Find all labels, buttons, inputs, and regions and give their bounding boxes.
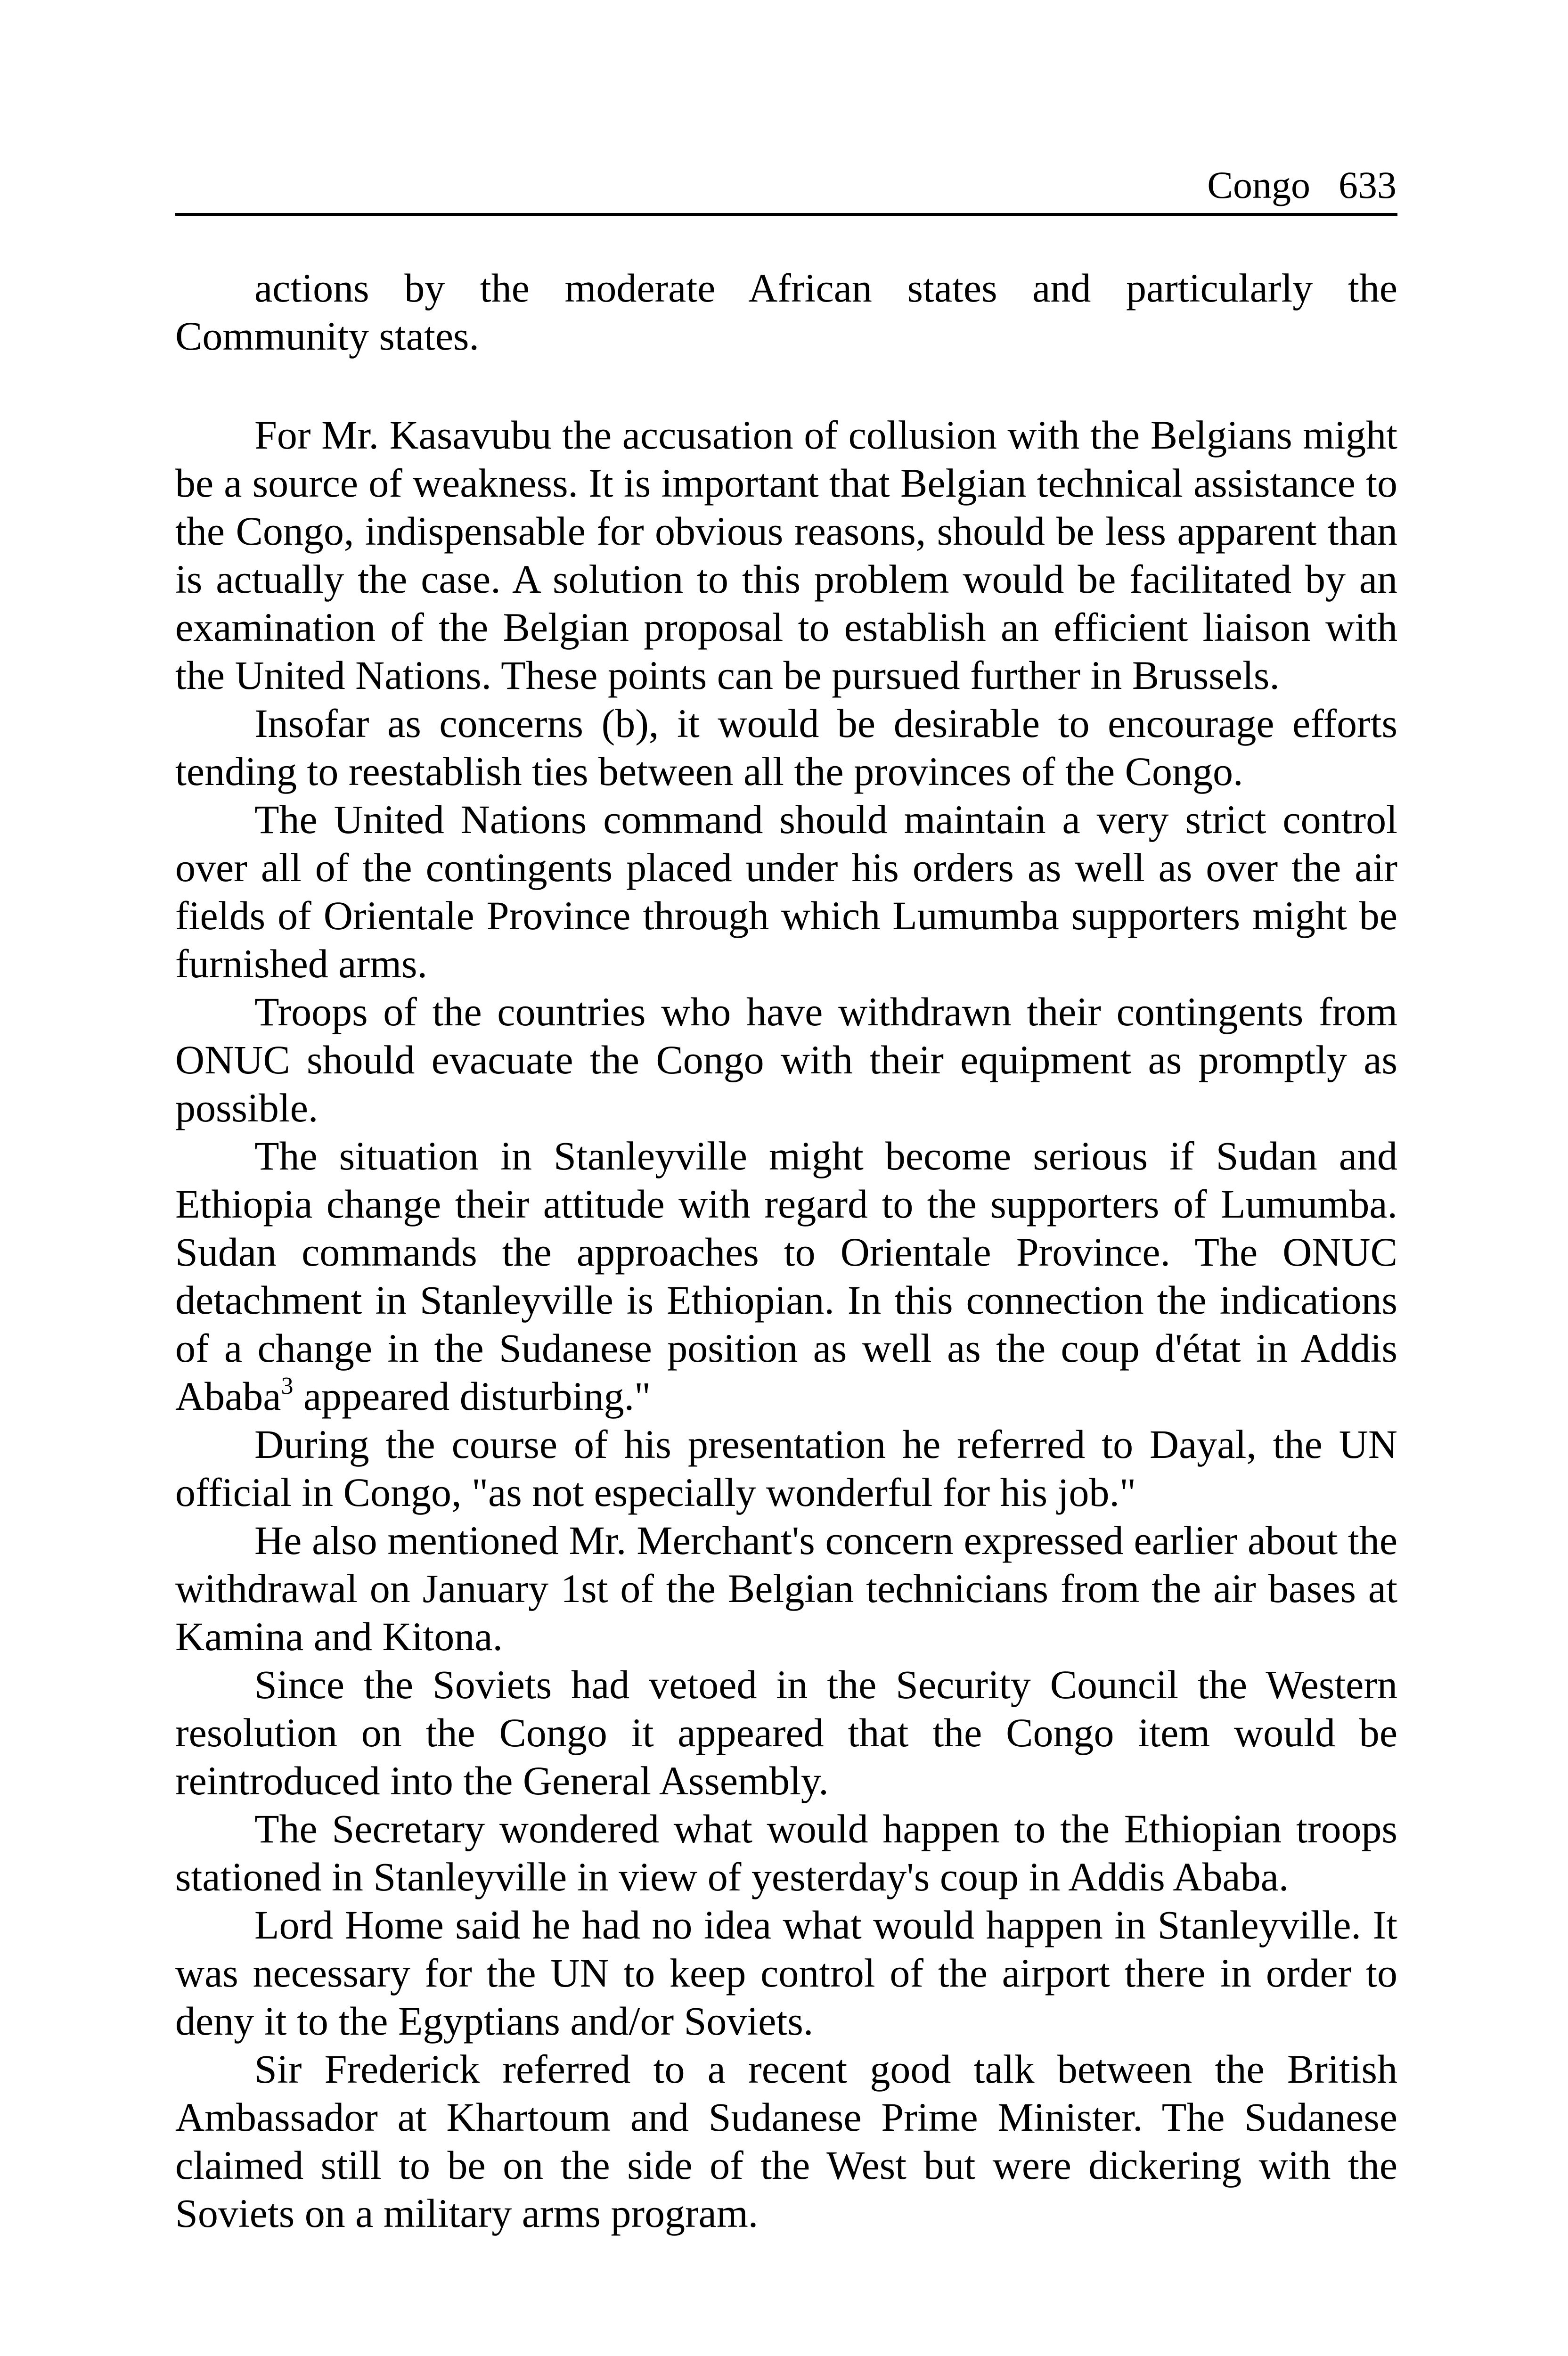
running-head-title: Congo — [1207, 164, 1310, 206]
paragraph-3: Insofar as concerns (b), it would be desirable to encourage efforts tending to reestablish ties between all the provinces of the Congo. — [175, 701, 1397, 794]
header-rule — [175, 213, 1397, 216]
paragraph-5: Troops of the countries who have withdrawn their contingents from ONUC should evacuate the Congo with their equipment as promptly as possible. — [175, 989, 1397, 1130]
running-head — [1207, 166, 1396, 205]
footnote-reference[interactable]: 3 — [281, 1373, 294, 1399]
paragraph-11: Lord Home said he had no idea what would happen in Stanleyville. It was necessary for the UN to keep control of the airport there in order to deny it to the Egyptians and/or Soviets. — [175, 1902, 1397, 2044]
paragraph-10: The Secretary wondered what would happen to the Ethiopian troops stationed in Stanleyville in view of yesterday's coup in Addis Ababa. — [175, 1806, 1397, 1899]
paragraph-7: During the course of his presentation he referred to Dayal, the UN official in Congo, "as not especially wonderful for his job." — [175, 1422, 1397, 1515]
paragraph-6-text-end: appeared disturbing." — [293, 1374, 651, 1419]
paragraph-9: Since the Soviets had vetoed in the Security Council the Western resolution on the Congo it appeared that the Congo item would be reintroduced into the General Assembly. — [175, 1662, 1397, 1803]
paragraph-6 — [175, 1132, 1397, 1420]
paragraph-12: Sir Frederick referred to a recent good talk between the British Ambassador at Khartoum and Sudanese Prime Minister. The Sudanese claimed still to be on the side of the West but were dickering with the Soviets on a military arms program. — [175, 2046, 1397, 2236]
paragraph-1: actions by the moderate African states and particularly the Community states. — [175, 265, 1397, 359]
paragraph-8: He also mentioned Mr. Merchant's concern expressed earlier about the withdrawal on January 1st of the Belgian technicians from the air bases at Kamina and Kitona. — [175, 1518, 1397, 1659]
body-text — [175, 264, 1397, 2237]
page-number: 633 — [1339, 164, 1396, 206]
paragraph-6-text: The situation in Stanleyville might become serious if Sudan and Ethiopia change their attitude with regard to the supporters of Lumumba. Sudan commands the approaches to Orientale Province. The ONUC detachment in Stanleyville is Ethiopian. In this connection the indications of a change in the Sudanese position as well as the coup d'état in Addis Ababa — [175, 1133, 1397, 1419]
paragraph-4: The United Nations command should maintain a very strict control over all of the contingents placed under his orders as well as over the air fields of Orientale Province through which Lumumba supporters might be furnished arms. — [175, 797, 1397, 986]
paragraph-2: For Mr. Kasavubu the accusation of collusion with the Belgians might be a source of weakness. It is important that Belgian technical assistance to the Congo, indispensable for obvious reasons, should be less apparent than is actually the case. A solution to this problem would be facilitated by an examination of the Belgian proposal to establish an efficient liaison with the United Nations. These points can be pursued further in Brussels. — [175, 412, 1397, 698]
